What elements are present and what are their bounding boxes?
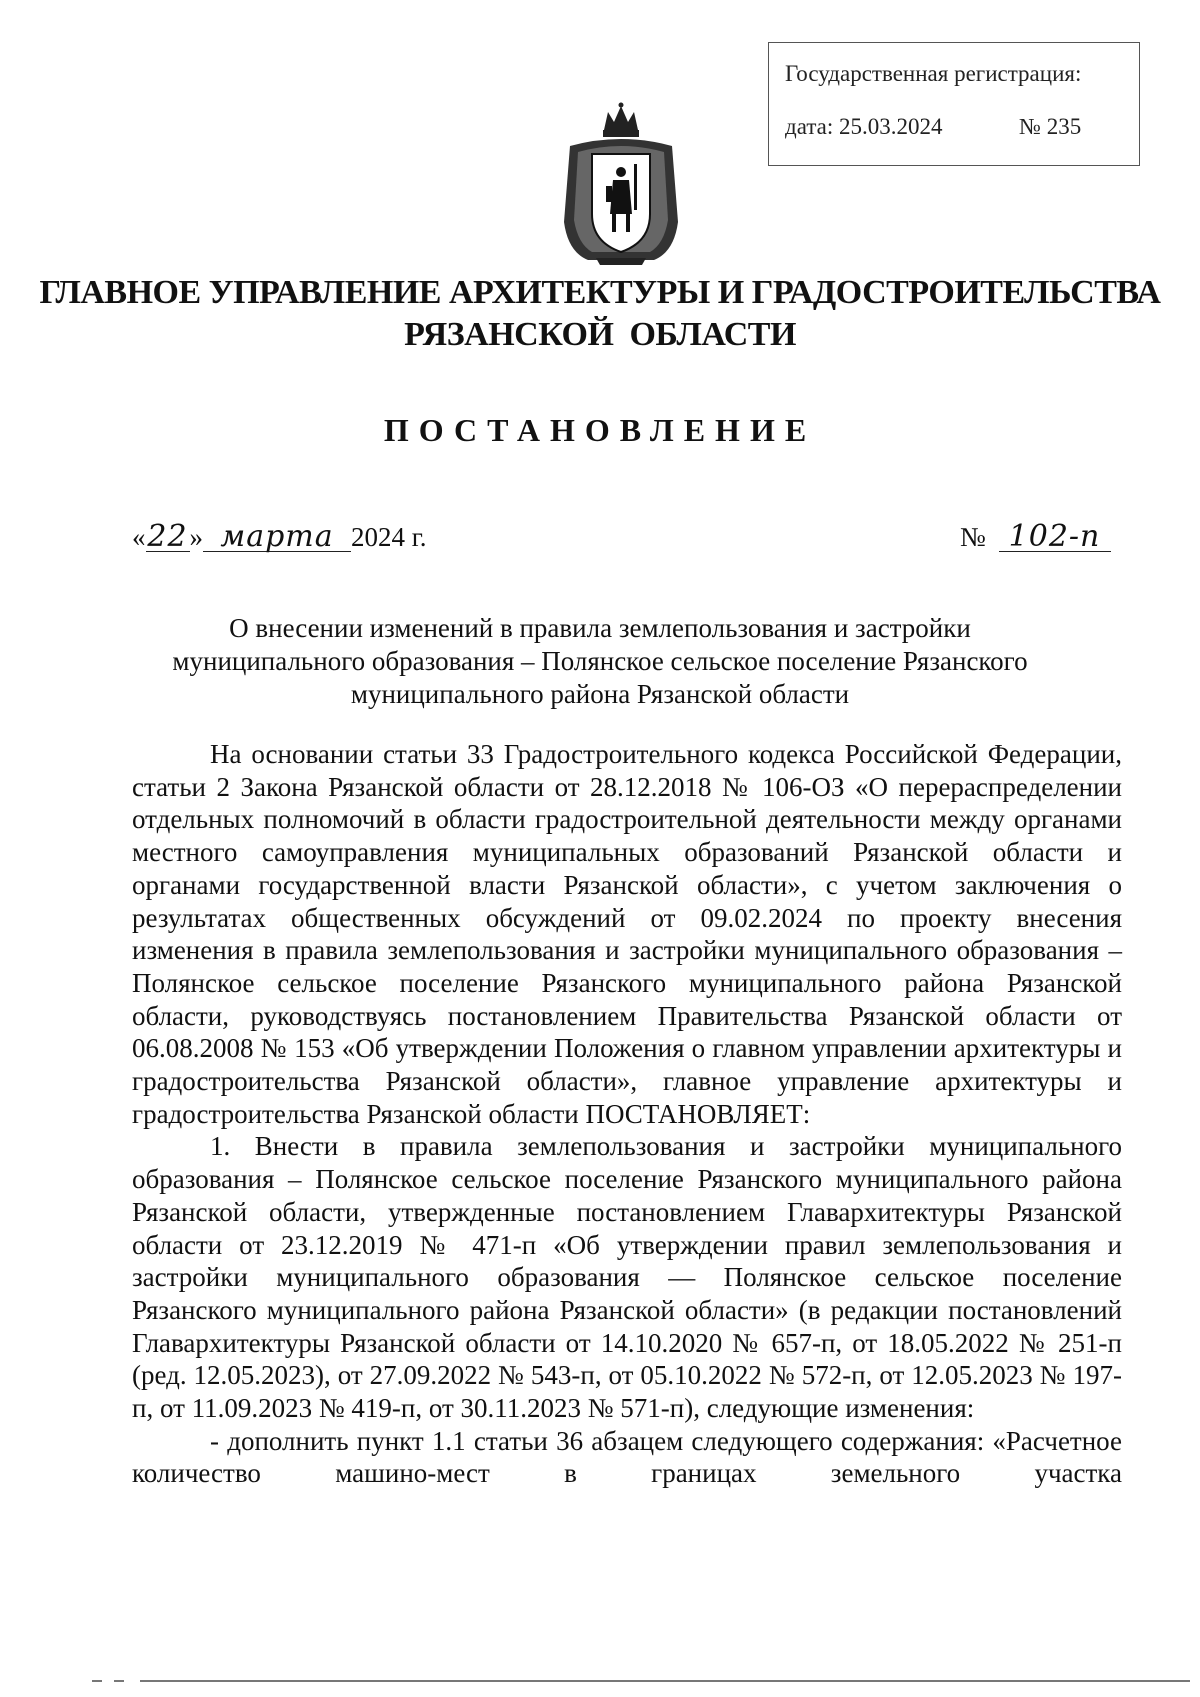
subject-line3: муниципального района Рязанской области <box>350 679 850 709</box>
document-body <box>132 738 1122 1490</box>
organization-title-line2: РЯЗАНСКОЙ ОБЛАСТИ <box>404 316 796 353</box>
page-bottom-edge <box>92 1680 1192 1682</box>
date-day: 22 <box>147 519 188 554</box>
document-type: ПОСТАНОВЛЕНИЕ <box>383 412 817 448</box>
number-value: 102-п <box>999 523 1111 552</box>
body-paragraph-3: - дополнить пункт 1.1 статьи 36 абзацем следующего содержания: «Расчетное количество машино-мест в границах земельного участка <box>132 1425 1122 1489</box>
subject-line2: муниципального образования – Полянское сельское поселение Рязанского <box>172 646 1028 676</box>
coat-of-arms-icon <box>556 102 686 266</box>
organization-title-line1: ГЛАВНОЕ УПРАВЛЕНИЕ АРХИТЕКТУРЫ И ГРАДОСТРОИТЕЛЬСТВА <box>39 274 1161 311</box>
number-prefix: № <box>960 522 986 552</box>
date-month: марта <box>203 523 351 552</box>
date-close-quote: » <box>189 522 203 552</box>
registration-date: дата: 25.03.2024 <box>785 114 943 139</box>
body-paragraph-2: 1. Внести в правила землепользования и застройки муниципального образования – Полянское сельское поселение Рязанского муниципального района Рязанской области, утвержденные постановлением Главархитектуры Рязанской области от 23.12.2019 № 471-п «Об утверждении правил землепользования и застройки муниципального образования — Полянское сельское поселение Рязанского муниципального района Рязанской области» (в редакции постановлений Главархитектуры Рязанской области от 14.10.2020 № 657-п, от 18.05.2022 № 251-п (ред. 12.05.2023), от 27.09.2022 № 543-п, от 05.10.2022 № 572-п, от 12.05.2023 № 197-п, от 11.09.2023 № 419-п, от 30.11.2023 № 571-п), следующие изменения: <box>132 1131 1122 1424</box>
organization-title <box>0 272 1200 356</box>
registration-number: № 235 <box>1019 114 1082 139</box>
date-year: 2024 г. <box>351 522 427 552</box>
document-number <box>960 519 1111 554</box>
registration-title: Государственная регистрация: <box>785 61 1082 86</box>
document-date <box>132 519 427 554</box>
document-subject <box>150 612 1050 711</box>
subject-line1: О внесении изменений в правила землепользования и застройки <box>229 613 971 643</box>
registration-stamp <box>768 42 1140 166</box>
body-paragraph-1: На основании статьи 33 Градостроительного кодекса Российской Федерации, статьи 2 Закона Рязанской области от 28.12.2018 № 106-ОЗ «О перераспределении отдельных полномочий в области градостроительной деятельности между органами местного самоуправления муниципальных образований Рязанской области и органами государственной власти Рязанской области», с учетом заключения о результатах общественных обсуждений от 09.02.2024 по проекту внесения изменения в правила землепользования и застройки муниципального образования – Полянское сельское поселение Рязанского муниципального района Рязанской области, руководствуясь постановлением Правительства Рязанской области от 06.08.2008 № 153 «Об утверждении Положения о главном управлении архитектуры и градостроительства Рязанской области», главное управление архитектуры и градостроительства Рязанской области ПОСТАНОВЛЯЕТ: <box>132 739 1122 1129</box>
date-open-quote: « <box>132 522 146 552</box>
